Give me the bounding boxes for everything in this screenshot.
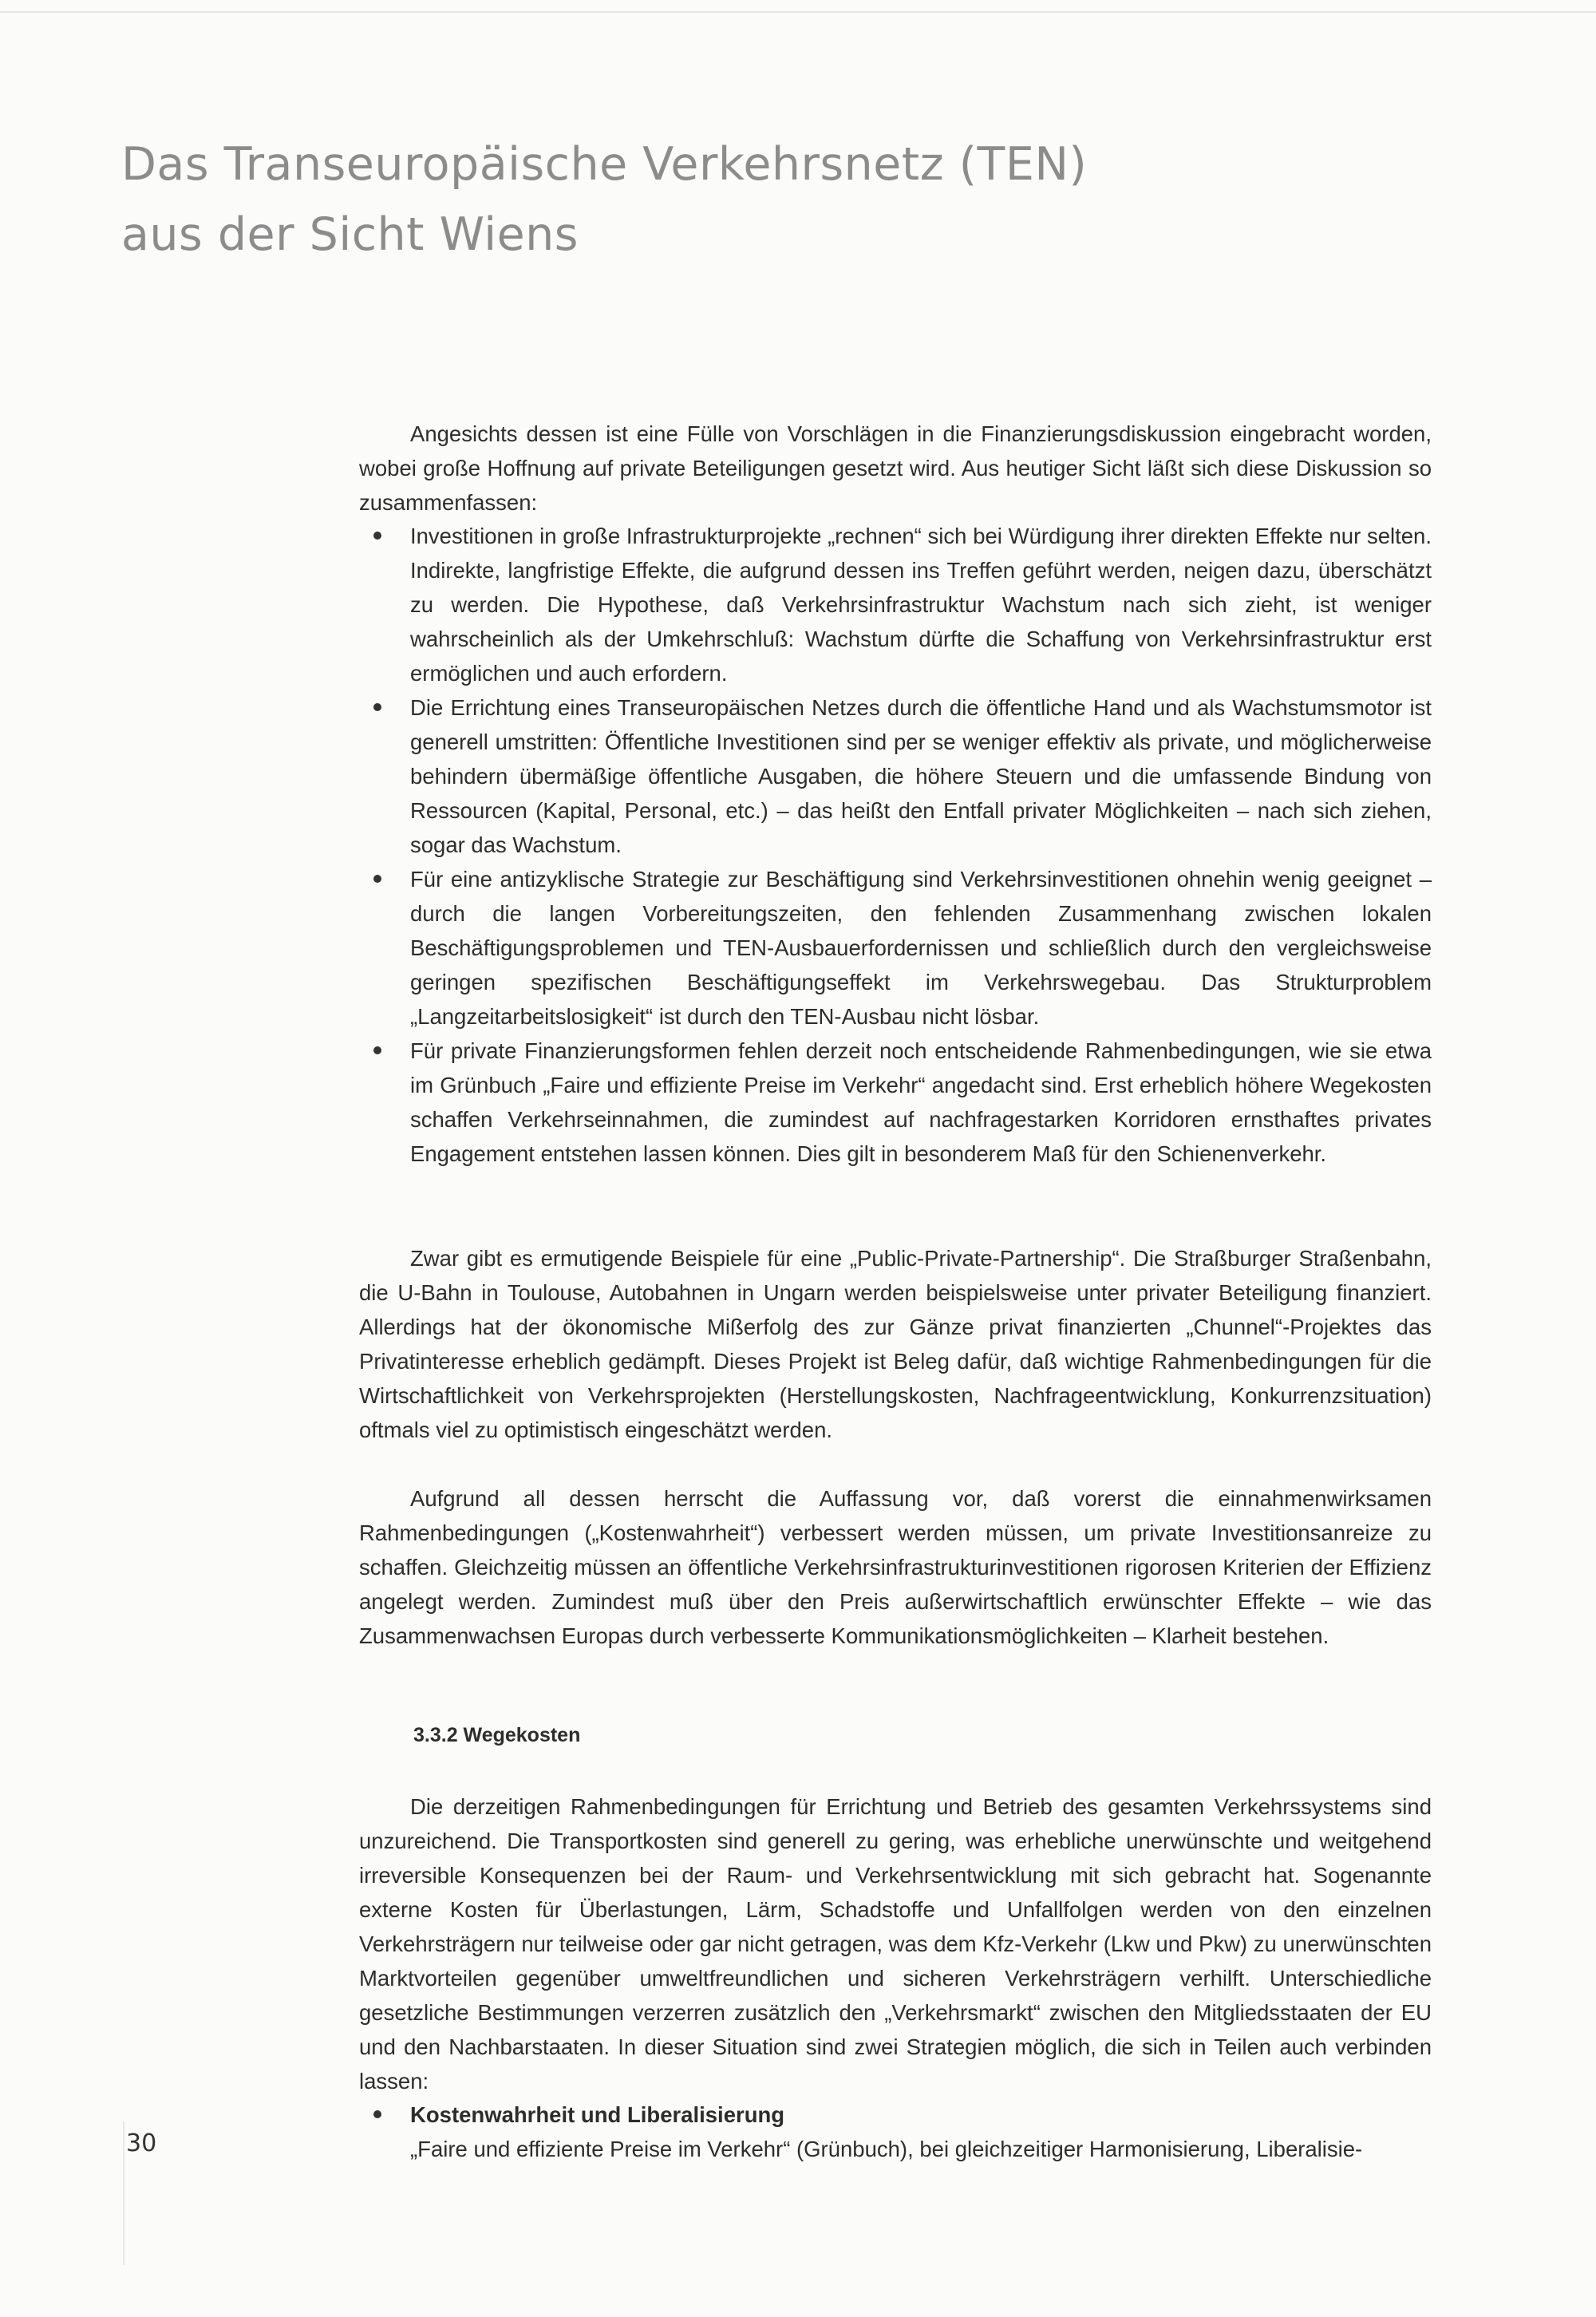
intro-paragraph: Angesichts dessen ist eine Fülle von Vorschlägen in die Finanzierungsdiskussion eingebracht worden, wobei große Hoffnung auf private Beteiligungen gesetzt wird. Aus heutiger Sicht läßt sich diese Diskussion so zusammenfassen: (359, 421, 1432, 515)
argument-list (359, 519, 1432, 1171)
strategy-title: Kostenwahrheit und Liberalisierung (410, 2102, 785, 2127)
page-number: 30 (126, 2129, 157, 2157)
list-item: Für private Finanzierungsformen fehlen derzeit noch entscheidende Rahmenbedingungen, wie sie etwa im Grünbuch „Faire und effiziente Preise im Verkehr“ angedacht sind. Erst erheblich höhere Wegekosten schaffen Verkehrseinnahmen, die zumindest auf nachfragestarken Korridoren ernsthaftes privates Engagement entstehen lassen können. Dies gilt in besonderem Maß für den Schienenverkehr. (359, 1034, 1432, 1171)
page-title (121, 129, 1318, 270)
list-item: Investitionen in große Infrastrukturprojekte „rechnen“ sich bei Würdigung ihrer direkten Effekte nur selten. Indirekte, langfristige Effekte, die aufgrund dessen ins Treffen geführt werden, neigen dazu, überschätzt zu werden. Die Hypothese, daß Verkehrsinfrastruktur Wachstum nach sich zieht, ist weniger wahrscheinlich als der Umkehrschluß: Wachstum dürfte die Schaffung von Verkehrsinfrastruktur erst ermöglichen und auch erfordern. (359, 519, 1432, 690)
list-item (359, 2098, 1432, 2166)
section-heading: 3.3.2 Wegekosten (413, 1724, 581, 1746)
ppp-paragraph: Zwar gibt es ermutigende Beispiele für eine „Public-Private-Partnership“. Die Straßburger Straßenbahn, die U-Bahn in Toulouse, Autobahnen in Ungarn werden beispielsweise unter privater Beteiligung finanziert. Allerdings hat der ökonomische Mißerfolg des zur Gänze privat finanzierten „Chunnel“-Projektes das Privatinteresse erheblich gedämpft. Dieses Projekt ist Beleg dafür, daß wichtige Rahmenbedingungen für die Wirtschaftlichkeit von Verkehrsprojekten (Herstellungskosten, Nachfrageentwicklung, Konkurrenzsituation) oftmals viel zu optimistisch eingeschätzt werden. (359, 1246, 1432, 1442)
top-rule (0, 11, 1596, 13)
title-line-2: aus der Sicht Wiens (121, 208, 579, 261)
margin-line (123, 2121, 124, 2265)
conclusion-paragraph: Aufgrund all dessen herrscht die Auffassung vor, daß vorerst die einnahmenwirksamen Rahmenbedingungen („Kostenwahrheit“) verbessert werden müssen, um private Investitionsanreize zu schaffen. Gleichzeitig müssen an öffentliche Verkehrsinfrastrukturinvestitionen rigorosen Kriterien der Effizienz angelegt werden. Zumindest muß über den Preis außerwirtschaftlich erwünschter Effekte – wie das Zusammenwachsen Europas durch verbesserte Kommunikationsmöglichkeiten – Klarheit bestehen. (359, 1486, 1432, 1648)
section-paragraph: Die derzeitigen Rahmenbedingungen für Errichtung und Betrieb des gesamten Verkehrssystems sind unzureichend. Die Transportkosten sind generell zu gering, was erhebliche unerwünschte und weitgehend irreversible Konsequenzen bei der Raum- und Verkehrsentwicklung mit sich gebracht hat. Sogenannte externe Kosten für Überlastungen, Lärm, Schadstoffe und Unfallfolgen werden von den einzelnen Verkehrsträgern nur teilweise oder gar nicht getragen, was dem Kfz-Verkehr (Lkw und Pkw) zu unerwünschten Marktvorteilen gegenüber umweltfreundlichen und sicheren Verkehrsträgern verhilft. Unterschiedliche gesetzliche Bestimmungen verzerren zusätzlich den „Verkehrsmarkt“ zwischen den Mitgliedsstaaten der EU und den Nachbarstaaten. In dieser Situation sind zwei Strategien möglich, die sich in Teilen auch verbinden lassen: (359, 1794, 1432, 2094)
title-line-1: Das Transeuropäische Verkehrsnetz (TEN) (121, 138, 1088, 191)
strategy-text: „Faire und effiziente Preise im Verkehr“ (Grünbuch), bei gleichzeitiger Harmonisierung, Liberalisie- (410, 2137, 1363, 2161)
list-item: Für eine antizyklische Strategie zur Beschäftigung sind Verkehrsinvestitionen ohnehin wenig geeignet – durch die langen Vorbereitungszeiten, den fehlenden Zusammenhang zwischen lokalen Beschäftigungsproblemen und TEN-Ausbauerfordernissen und schließlich durch den vergleichsweise geringen spezifischen Beschäftigungseffekt im Verkehrswegebau. Das Strukturproblem „Langzeitarbeitslosigkeit“ ist durch den TEN-Ausbau nicht lösbar. (359, 862, 1432, 1034)
list-item: Die Errichtung eines Transeuropäischen Netzes durch die öffentliche Hand und als Wachstumsmotor ist generell umstritten: Öffentliche Investitionen sind per se weniger effektiv als private, und möglicherweise behindern übermäßige öffentliche Ausgaben, die höhere Steuern und die umfassende Bindung von Ressourcen (Kapital, Personal, etc.) – das heißt den Entfall privater Möglichkeiten – nach sich ziehen, sogar das Wachstum. (359, 690, 1432, 862)
strategy-list (359, 2098, 1432, 2166)
